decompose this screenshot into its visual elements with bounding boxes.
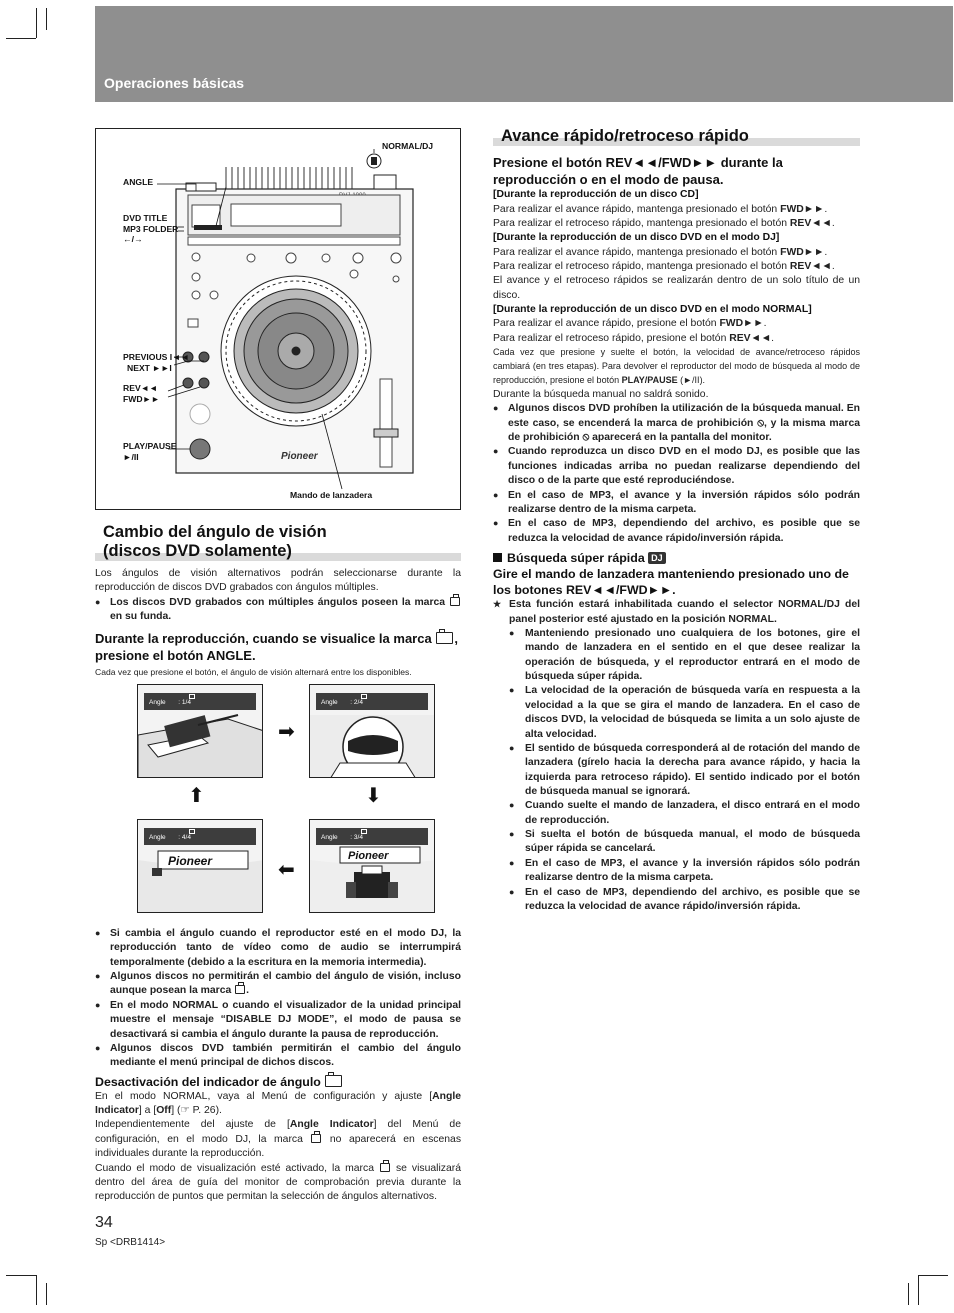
angle-screen-1: Angle : 1/4 bbox=[137, 684, 263, 778]
pioneer-logo: Pioneer bbox=[348, 850, 389, 862]
pioneer-logo: Pioneer bbox=[281, 451, 318, 462]
crop-mark bbox=[36, 1275, 37, 1305]
list-item: ● Cuando reproduzca un disco DVD en el modo DJ, es posible que las funciones indicadas arriba no puedan realizarse dependiendo del disco o de la parte que esté reproduciéndose. bbox=[493, 445, 860, 488]
crop-mark bbox=[918, 1275, 919, 1305]
list-item: ● Algunos discos no permitirán el cambio del ángulo de visión, incluso aunque posean la marca . bbox=[95, 970, 461, 999]
list-item: ● Si suelta el botón de búsqueda manual, el modo de búsqueda súper rápida se cancelará. bbox=[493, 828, 860, 857]
angle-mark-icon bbox=[436, 632, 453, 644]
list-item: ● Si cambia el ángulo cuando el reproductor esté en el modo DJ, la reproducción tanto de vídeo como de audio se interrumpirá temporalmente (debido a la escritura en la memoria intermedia). bbox=[95, 927, 461, 970]
crop-mark bbox=[6, 1275, 36, 1276]
pioneer-logo: Pioneer bbox=[168, 854, 213, 868]
device-figure bbox=[95, 128, 461, 510]
angle-screen-3: Angle : 3/4 Pioneer bbox=[309, 819, 435, 913]
deactivation-para-2: Independientemente del ajuste de [Angle Indicator] del Menú de configuración, en el modo DJ, la marca no aparecerá en escenas individuales durante la reproducción. bbox=[95, 1119, 462, 1160]
angle-section-title: Cambio del ángulo de visión (discos DVD solamente) bbox=[95, 523, 461, 561]
angle-step-note: Cada vez que presione el botón, el ángulo de visión alternará entre los disponibles. bbox=[95, 666, 412, 677]
list-item: ● Algunos discos DVD también permitirán el cambio del ángulo mediante el menú principal de dichos discos. bbox=[95, 1042, 461, 1071]
list-item: ● Los discos DVD grabados con múltiples ángulos poseen la marca en su funda. bbox=[95, 596, 461, 625]
square-bullet-icon bbox=[493, 553, 502, 562]
angle-screen-4: Angle : 4/4 Pioneer bbox=[137, 819, 263, 913]
pioneer-banner-image bbox=[138, 820, 263, 913]
dvd-normal-heading: [Durante la reproducción de un disco DVD en el modo NORMAL] bbox=[493, 304, 812, 316]
label-normal-dj: NORMAL/DJ bbox=[382, 141, 434, 151]
race-car-image bbox=[310, 820, 435, 913]
angle-mark-icon bbox=[235, 985, 245, 994]
super-search-note: ★ Esta función estará inhabilitada cuando el selector NORMAL/DJ del panel posterior esté ajustado en la posición NORMAL. bbox=[493, 598, 860, 627]
list-item: ● En el caso de MP3, dependiendo del archivo, es posible que se reduzca la velocidad de avance rápido/inversión rápida. bbox=[493, 517, 860, 546]
crop-mark bbox=[36, 8, 37, 38]
deactivation-heading: Desactivación del indicador de ángulo bbox=[95, 1074, 461, 1090]
driver-helmet-image bbox=[310, 685, 435, 778]
dj-badge: DJ bbox=[648, 552, 666, 564]
list-item: ● Manteniendo presionado uno cualquiera de los botones, gire el mando de lanzadera en el sentido en el que desee realizar la operación de búsqueda, y el reproductor entrará en el modo de búsqueda súper rápida. bbox=[493, 627, 860, 684]
angle-section bbox=[95, 523, 461, 679]
label-previous-next: PREVIOUS I◄◄ NEXT ►►I bbox=[123, 352, 190, 373]
list-item: ● En el modo NORMAL o cuando el visualizador de la unidad principal muestre el mensaje “DISABLE DJ MODE”, el modo de pausa se desactivará si cambia el ángulo durante la pausa de reproducción. bbox=[95, 999, 461, 1042]
angle-mark-icon bbox=[311, 1134, 321, 1143]
list-item: ● El sentido de búsqueda corresponderá al de rotación del mando de lanzadera (gírelo hacia la derecha para avance rápido, y hacia la izquierda para retroceso rápido). El sentido indicado por el botón de búsqueda manual se ignorará. bbox=[493, 742, 860, 799]
list-item: ● Algunos discos DVD prohíben la utilización de la búsqueda manual. En este caso, se encenderá la marca de prohibición ⦸, y la misma marca de prohibición ⦸ aparecerá en la pantalla del monitor. bbox=[493, 402, 860, 445]
angle-mark-icon bbox=[325, 1075, 342, 1087]
turntable-scene-image bbox=[138, 685, 263, 778]
fast-forward-section: Avance rápido/retroceso rápido Presione el botón REV◄◄/FWD►► durante la reproducción o en el modo de pausa. [Durante la reproducción de un disco CD] Para realizar el avance rápido, mantenga presionado el botón FWD►►. Para realizar el retroceso rápido, mantenga presionado el botón REV◄◄. [Durante la reproducción de un disco DVD en el modo DJ] Para realizar el avance rápido, mantenga presionado el botón FWD►►. Para realizar el retroceso rápido, mantenga presionado el botón REV◄◄. El avance y el retroceso rápidos se realizarán dentro de un solo título de un disco. [Durante la reproducción de un disco DVD en el modo NORMAL] Para realizar el avance rápido, presione el botón FWD►►. Para realizar el retroceso rápido, presione el botón REV◄◄. Cada vez que presione y suelte el botón, la velocidad de avance/retroceso rápidos cambiará (en tres etapas). Para devolver el reproductor del modo de búsqueda al modo de reproducción, presione el botón PLAY/PAUSE (►/II). Durante la búsqueda manual no saldrá sonido. ● Algunos discos DVD prohíben la utilización de la búsqueda manual. En este caso, se encenderá la marca de prohibición ⦸, y la misma marca de prohibición ⦸ aparecerá en la pantalla del monitor. ● Cuando reproduzca un disco DVD en el modo DJ, es posible que las funciones indicadas arriba no puedan realizarse dependiendo del disco o de la parte que esté reproduciéndose. ● En el caso de MP3, el avance y la inversión rápidos sólo podrán realizarse dentro de la misma carpeta. ● En el caso de MP3, dependiendo del archivo, es posible que se reduzca la velocidad de avance rápido/inversión rápida. Búsqueda súper rápida DJ Gire el mando de lanzadera manteniendo presionado uno de los botones REV◄◄/FWD►►. ★ Esta función estará inhabilitada cuando el selector NORMAL/DJ del panel posterior esté ajustado en la posición NORMAL. ● Manteniendo presionado uno cualquiera de los botones, gire el mando de lanzadera en el sentido en el que desee realizar la operación de búsqueda, y el reproductor entrará en el modo de búsqueda súper rápida. ● La velocidad de la operación de búsqueda varía en respuesta a la velocidad a la que se gira el mando de lanzadera. En el caso de discos DVD, la velocidad de búsqueda se limita a un solo ajuste de alta velocidad. ● El sentido de búsqueda corresponderá al de rotación del mando de lanzadera (gírelo hacia la derecha para avance rápido, y hacia la izquierda para retroceso rápido). El sentido indicado por el botón de búsqueda manual se ignorará. ● Cuando suelte el mando de lanzadera, el disco entrará en el modo de reproducción. ● Si suelta el botón de búsqueda manual, el modo de búsqueda súper rápida se cancelará. ● En el caso de MP3, el avance y la inversión rápidos sólo podrán realizarse dentro de la misma carpeta. ● En el caso de MP3, dependiendo del archivo, es posible que se reduzca la velocidad de avance rápido/inversión rápida. bbox=[493, 127, 860, 914]
label-dvd-title: DVD TITLE MP3 FOLDER ←/→ bbox=[123, 213, 179, 245]
ff-section-title: Avance rápido/retroceso rápido bbox=[493, 127, 860, 146]
cd-heading: [Durante la reproducción de un disco CD] bbox=[493, 189, 699, 201]
crop-mark bbox=[6, 38, 36, 39]
document-code: Sp <DRB1414> bbox=[95, 1237, 166, 1248]
deactivation-para-3: Cuando el modo de visualización esté activado, la marca se visualizará dentro del área de guía del monitor de comprobación previa durante la reproducción de puntos que permitan la selección de ángulos alternativos. bbox=[95, 1162, 461, 1203]
page-number: 34 bbox=[95, 1214, 113, 1231]
list-item: ● Cuando suelte el mando de lanzadera, el disco entrará en el modo de reproducción. bbox=[493, 799, 860, 828]
list-item: ● En el caso de MP3, el avance y la inversión rápidos sólo podrán realizarse dentro de la misma carpeta. bbox=[493, 489, 860, 518]
list-item: ● En el caso de MP3, dependiendo del archivo, es posible que se reduzca la velocidad de avance rápido/inversión rápida. bbox=[493, 886, 860, 915]
deactivation-para-1: En el modo NORMAL, vaya al Menú de configuración y ajuste [Angle Indicator] a [Off] (☞ P. 26). bbox=[95, 1090, 461, 1117]
ff-step-heading: Presione el botón REV◄◄/FWD►► durante la reproducción o en el modo de pausa. bbox=[493, 154, 783, 187]
angle-step-heading: Durante la reproducción, cuando se visualice la marca , presione el botón ANGLE. bbox=[95, 631, 458, 663]
angle-mark-icon bbox=[380, 1163, 390, 1172]
angle-intro: Los ángulos de visión alternativos podrán seleccionarse durante la reproducción de discos DVD grabados con ángulos múltiples. bbox=[95, 567, 461, 594]
crop-mark bbox=[908, 1283, 909, 1305]
crop-mark bbox=[918, 1275, 948, 1276]
arrow-left-icon: ⬅ bbox=[278, 859, 295, 881]
label-rev-fwd: REV◄◄ FWD►► bbox=[123, 383, 160, 404]
crop-mark bbox=[46, 1283, 47, 1305]
list-item: ● La velocidad de la operación de búsqueda varía en respuesta a la velocidad a la que se gira el mando de lanzadera. En el caso de discos DVD, la velocidad de búsqueda se limita a un solo ajuste de alta velocidad. bbox=[493, 684, 860, 741]
section-header-title: Operaciones básicas bbox=[104, 75, 245, 91]
label-angle: ANGLE bbox=[123, 177, 154, 187]
super-search-step: Gire el mando de lanzadera manteniendo presionado uno de los botones REV◄◄/FWD►►. bbox=[493, 567, 849, 598]
dvd-dj-heading: [Durante la reproducción de un disco DVD en el modo DJ] bbox=[493, 232, 780, 244]
angle-mark-icon bbox=[450, 597, 460, 606]
arrow-right-icon: ➡ bbox=[278, 721, 295, 743]
angle-notes bbox=[95, 927, 461, 1205]
crop-mark bbox=[46, 8, 47, 30]
angle-screen-2: Angle : 2/4 bbox=[309, 684, 435, 778]
super-search-heading: Búsqueda súper rápida DJ bbox=[493, 550, 860, 566]
list-item: ● En el caso de MP3, el avance y la inversión rápidos sólo podrán realizarse dentro de la misma carpeta. bbox=[493, 857, 860, 886]
label-jog-dial: Mando de lanzadera bbox=[290, 490, 373, 500]
label-play-pause: PLAY/PAUSE ►/II bbox=[123, 441, 177, 462]
arrow-down-icon: ⬇ bbox=[365, 785, 382, 807]
arrow-up-icon: ⬆ bbox=[188, 785, 205, 807]
